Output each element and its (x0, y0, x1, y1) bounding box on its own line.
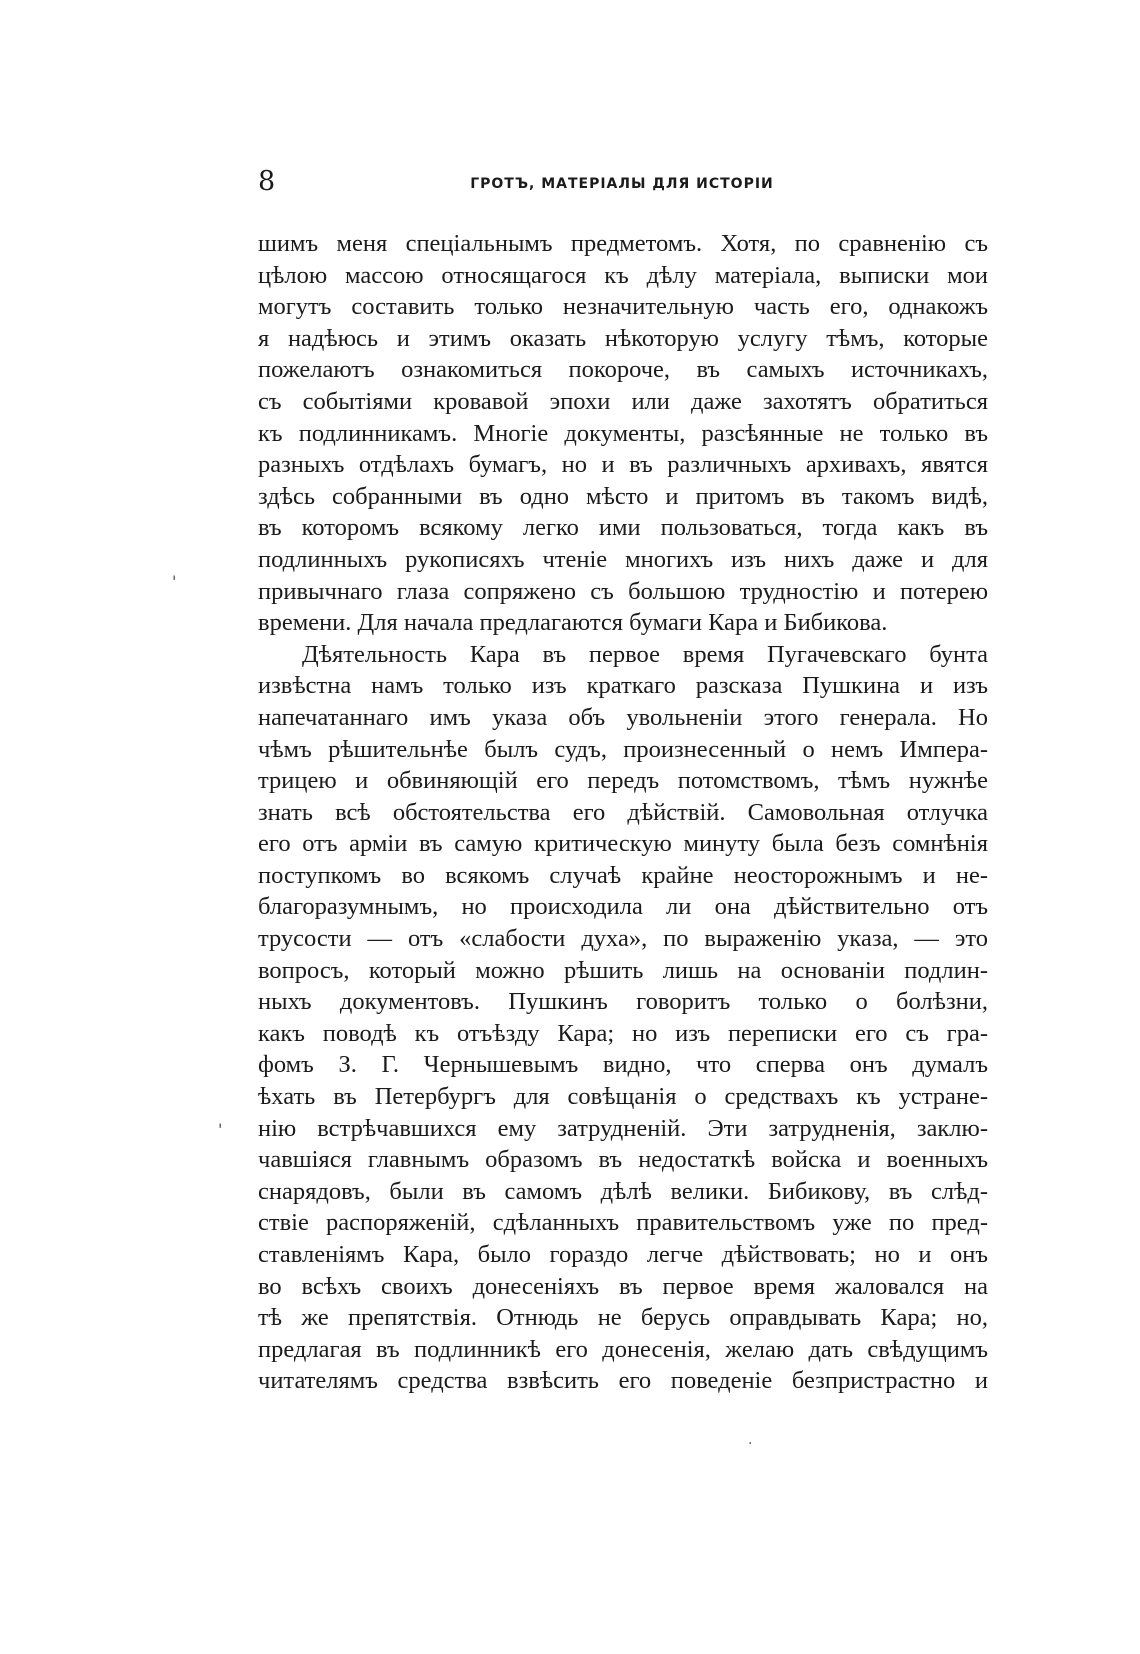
text-line: трицею и обвиняющій его передъ потомствомъ, тѣмъ нужнѣе (258, 767, 988, 795)
margin-mark: ' (172, 572, 177, 591)
text-line: чавшіяся главнымъ образомъ въ недостаткѣ войска и военныхъ (258, 1146, 988, 1174)
text-line: ставленіямъ Кара, было гораздо легче дѣйствовать; но и онъ (258, 1241, 988, 1268)
text-line: предлагая въ подлинникѣ его донесенія, желаю дать свѣдущимъ (258, 1335, 988, 1363)
margin-mark: · (748, 1436, 753, 1452)
text-line: ныхъ документовъ. Пушкинъ говоритъ только о болѣзни, (258, 988, 988, 1016)
page-header (258, 166, 988, 206)
body-text (258, 228, 988, 1397)
text-line: разныхъ отдѣлахъ бумагъ, но и въ различныхъ архивахъ, явятся (258, 451, 988, 479)
page-number: 8 (258, 166, 276, 197)
text-line: во всѣхъ своихъ донесеніяхъ въ первое время жаловался на (258, 1272, 988, 1300)
text-line: шимъ меня спеціальнымъ предметомъ. Хотя, по сравненію съ (258, 230, 988, 257)
text-line: знать всѣ обстоятельства его дѣйствій. Самовольная отлучка (258, 798, 988, 826)
text-line: благоразумнымъ, но происходила ли она дѣйствительно отъ (258, 893, 988, 921)
text-line: подлинныхъ рукописяхъ чтеніе многихъ изъ нихъ даже и для (258, 545, 988, 573)
text-line: его отъ арміи въ самую критическую минуту была безъ сомнѣнія (258, 830, 988, 858)
text-line: могутъ составить только незначительную часть его, однакожъ (258, 293, 988, 321)
text-line: ѣхать въ Петербургъ для совѣщанія о средствахъ къ устране- (258, 1083, 988, 1111)
text-line: вопросъ, который можно рѣшить лишь на основаніи подлин- (258, 956, 988, 984)
text-line: Дѣятельность Кара въ первое время Пугачевскаго бунта (302, 640, 988, 668)
text-line: напечатаннаго имъ указа объ увольненіи этого генерала. Но (258, 703, 988, 731)
running-title: ГРОТЪ, МАТЕРІАЛЫ ДЛЯ ИСТОРІИ (470, 176, 774, 192)
paragraph-1 (258, 228, 988, 639)
text-line: трусости — отъ «слабости духа», по выраженію указа, — это (258, 925, 988, 953)
text-line: снарядовъ, были въ самомъ дѣлѣ велики. Бибикову, въ слѣд- (258, 1177, 988, 1205)
text-line: пожелаютъ ознакомиться покороче, въ самыхъ источникахъ, (258, 356, 988, 384)
text-line: извѣстна намъ только изъ краткаго разсказа Пушкина и изъ (258, 672, 988, 700)
text-line: здѣсь собранными въ одно мѣсто и притомъ въ такомъ видѣ, (258, 482, 988, 510)
text-line: какъ поводѣ къ отъѣзду Кара; но изъ переписки его съ гра- (258, 1019, 988, 1047)
text-line: въ которомъ всякому легко ими пользоваться, тогда какъ въ (258, 514, 988, 542)
text-line: я надѣюсь и этимъ оказать нѣкоторую услугу тѣмъ, которые (258, 324, 988, 352)
margin-mark: ' (218, 1120, 223, 1139)
text-line: поступкомъ во всякомъ случаѣ крайне неосторожнымъ и не- (258, 861, 988, 889)
text-line: времени. Для начала предлагаются бумаги Кара и Бибикова. (258, 609, 888, 637)
paragraph-2 (258, 639, 988, 1397)
text-line: читателямъ средства взвѣсить его поведеніе безпристрастно и (258, 1367, 988, 1395)
text-line: привычнаго глаза сопряжено съ большою трудностію и потерею (258, 577, 988, 605)
text-line: чѣмъ рѣшительнѣе былъ судъ, произнесенный о немъ Импера- (258, 735, 988, 763)
text-line: цѣлою массою относящагося къ дѣлу матеріала, выписки мои (258, 261, 988, 289)
text-line: фомъ З. Г. Чернышевымъ видно, что сперва онъ думалъ (258, 1051, 988, 1079)
text-line: тѣ же препятствія. Отнюдь не берусь оправдывать Кара; но, (258, 1304, 988, 1332)
text-line: къ подлинникамъ. Многіе документы, разсѣянные не только въ (258, 419, 988, 447)
text-line: ствіе распоряженій, сдѣланныхъ правительствомъ уже по пред- (258, 1209, 988, 1237)
text-line: нію встрѣчавшихся ему затрудненій. Эти затрудненія, заклю- (258, 1114, 988, 1142)
text-line: съ событіями кровавой эпохи или даже захотятъ обратиться (258, 387, 988, 415)
